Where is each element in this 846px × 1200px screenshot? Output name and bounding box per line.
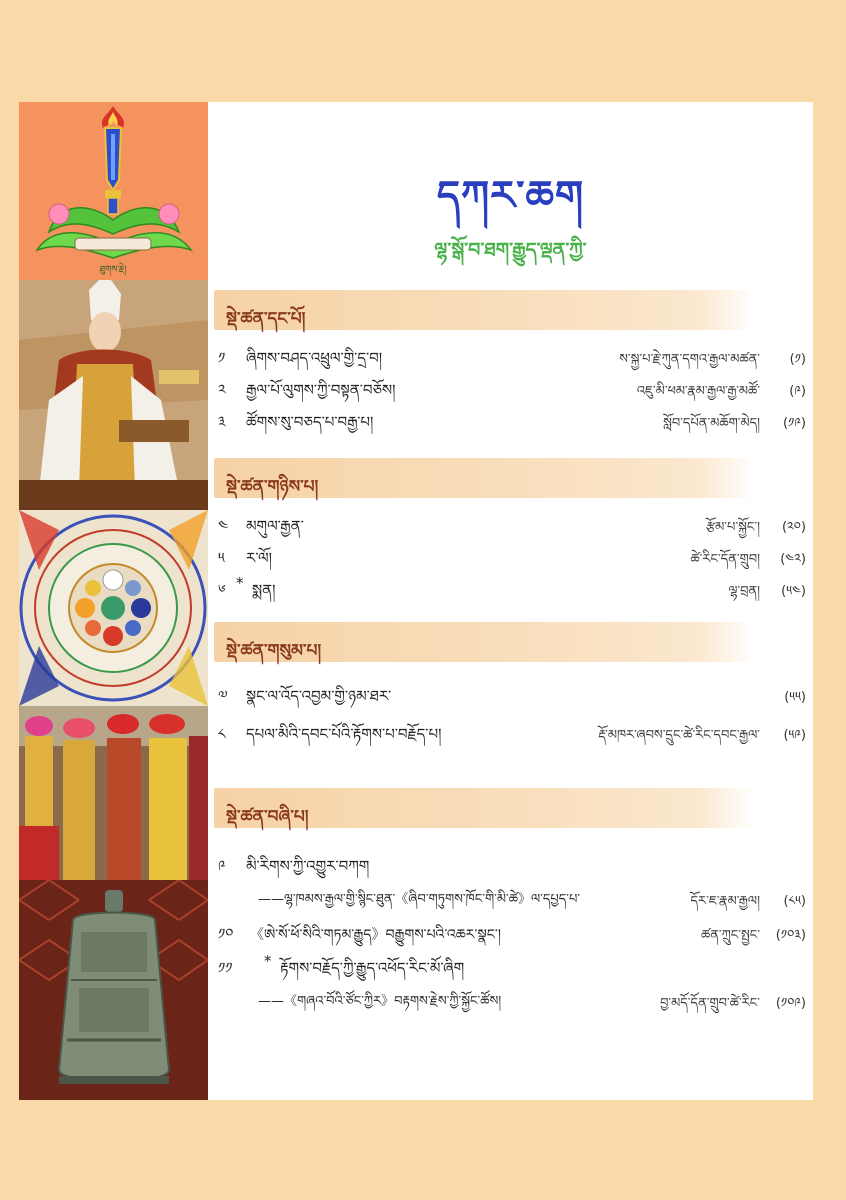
toc-entry[interactable] xyxy=(218,916,808,942)
entry-title: དཔལ་མིའི་དབང་པོའི་རྟོགས་པ་བརྗོད་པ། xyxy=(246,725,442,743)
entry-number: ༤ xyxy=(218,517,229,535)
section-banner-2 xyxy=(214,458,754,498)
toc-entry-subtitle[interactable] xyxy=(218,984,808,1010)
portrait-image xyxy=(19,280,208,510)
entry-page: (༨༥) xyxy=(783,894,806,909)
entry-author: དོར་ཇ་རྣམ་རྒྱལ། xyxy=(690,894,760,909)
entry-page: (༡༠༩) xyxy=(775,996,806,1011)
image-column xyxy=(19,102,208,1100)
entry-page: (༥༤) xyxy=(781,584,806,599)
entry-page: (༤༢) xyxy=(780,552,806,567)
entry-title: སྣང་ལ་འོད་འབྱམ་གྱི་ཉམ་ཐར་ xyxy=(246,687,392,705)
entry-author: རྩོམ་པ་སྐྱོང་། xyxy=(705,520,760,535)
emblem-panel xyxy=(19,102,208,280)
toc-entry[interactable] xyxy=(218,572,808,598)
entry-title: མི་རིགས་ཀྱི་འགྱུར་བཀག xyxy=(246,857,370,875)
entry-title: སྨན། xyxy=(252,581,276,599)
entry-title: ——《གཞའ་བོའི་ཙོང་ཀྱིར》བརྟགས་རྗེས་ཀྱི་སྐྱོང་ཚོས། xyxy=(258,994,502,1009)
entry-title: ར་ལོ། xyxy=(246,549,272,567)
star-marker: * xyxy=(236,574,244,592)
toc-entry[interactable] xyxy=(218,678,808,704)
entry-number: ༡༡ xyxy=(218,959,233,977)
entry-author: ཚེ་རིང་དོན་གྲུབ། xyxy=(690,552,760,567)
costumes-image xyxy=(19,706,208,880)
section-label: སྡེ་ཚན་བཞི་པ། xyxy=(226,807,309,827)
page-subtitle: ལྷ་སྒོ་བ་ཐག་རྒྱུད་ལྡན་ཀྱི་ xyxy=(434,239,587,261)
entry-title: མགུལ་རྒྱན་ xyxy=(246,517,304,535)
entry-title: རྟོགས་བརྗོད་ཀྱི་རྒྱུད་འཕོད་རིང་མོ་ཞིག xyxy=(280,959,465,977)
entry-author: ས་སྐྱ་པ་རྗེ་ཀུན་དགའ་རྒྱལ་མཚན་ xyxy=(619,352,760,367)
mandala-image xyxy=(19,510,208,706)
entry-number: ༢ xyxy=(218,381,226,399)
entry-author: སློབ་དཔོན་མཆོག་མེད། xyxy=(663,416,760,431)
entry-author: ཚན་ཀྲུང་སྤྱང་ xyxy=(700,928,760,943)
entry-author: ལྷ་བྲན། xyxy=(728,584,760,599)
entry-number: ༦ xyxy=(218,581,226,599)
entry-page: (༡༩) xyxy=(782,416,806,431)
toc-entry[interactable] xyxy=(218,340,808,366)
section-label: སྡེ་ཚན་དང་པོ། xyxy=(226,309,306,329)
entry-page: (༥༥) xyxy=(784,690,806,705)
bell-image xyxy=(19,880,208,1100)
entry-number: ༩ xyxy=(218,857,226,875)
entry-author: འཇུ་མི་ཕམ་རྣམ་རྒྱལ་རྒྱ་མཚོ་ xyxy=(636,384,760,399)
entry-number: ༧ xyxy=(218,687,228,705)
section-banner-1 xyxy=(214,290,754,330)
toc-entry[interactable] xyxy=(218,716,808,742)
toc-entry[interactable] xyxy=(218,404,808,430)
entry-page: (༩) xyxy=(789,384,806,399)
entry-author: རྡོ་མཁར་ཞབས་དྲུང་ཚེ་རིང་དབང་རྒྱལ་ xyxy=(598,728,760,743)
entry-page: (༡༠༣) xyxy=(775,928,806,943)
toc-entry[interactable] xyxy=(218,540,808,566)
emblem-caption: ཐུགས་རྗེ། xyxy=(99,265,127,275)
entry-page: (༥༩) xyxy=(783,728,806,743)
toc-entry[interactable] xyxy=(218,372,808,398)
entry-title: རྒྱལ་པོ་ལུགས་ཀྱི་བསྟན་བཅོས། xyxy=(246,381,396,399)
star-marker: * xyxy=(264,952,272,970)
toc-entry[interactable] xyxy=(218,950,808,976)
entry-number: ༣ xyxy=(218,413,226,431)
entry-author: བྱ་མདོ་དོན་གྲུབ་ཚེ་རིང་ xyxy=(660,996,760,1011)
toc-entry-subtitle[interactable] xyxy=(218,882,808,908)
section-label: སྡེ་ཚན་གཉིས་པ། xyxy=(226,477,319,497)
entry-title: ཞིགས་བཤད་འཕྲུལ་གྱི་དྲ་བ། xyxy=(246,349,383,367)
toc-entry[interactable] xyxy=(218,848,808,874)
page-title: དཀར་ཆག xyxy=(436,172,585,219)
entry-number: ༡ xyxy=(218,349,226,367)
entry-title: ཚོགས་སུ་བཅད་པ་བརྒྱ་པ། xyxy=(246,413,374,431)
entry-number: ༨ xyxy=(218,725,226,743)
toc-entry[interactable] xyxy=(218,508,808,534)
page xyxy=(19,102,813,1100)
toc-content xyxy=(208,102,813,1100)
entry-title: 《ཨེ་སོ་ཕོ་སིའི་གཏམ་རྒྱུད》བརྒྱུགས་པའི་འཆར་སྣང་། xyxy=(250,927,501,943)
entry-number: ༡༠ xyxy=(218,925,234,943)
section-label: སྡེ་ཚན་གསུམ་པ། xyxy=(226,641,322,661)
section-banner-3 xyxy=(214,622,754,662)
sword-emblem-icon xyxy=(19,102,208,280)
entry-page: (༢༠) xyxy=(781,520,806,535)
entry-number: ༥ xyxy=(218,549,225,567)
entry-title: ——ལྷ་ཁམས་རྒྱལ་གྱི་སྙིང་ཐུན་《ཞིབ་གཏུགས་ཁོང་གི་མི་ཚེ》ལ་དཔྱད་པ་ xyxy=(258,892,581,907)
section-banner-4 xyxy=(214,788,754,828)
entry-page: (༡) xyxy=(789,352,806,367)
